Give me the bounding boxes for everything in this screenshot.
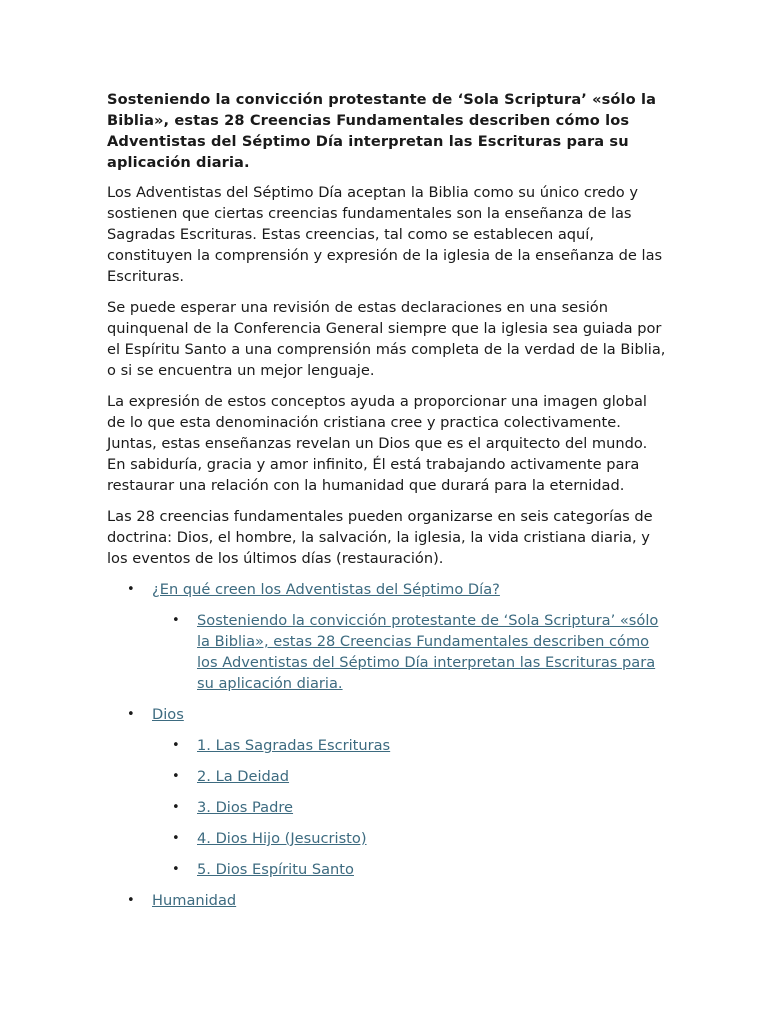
toc-subitem-dios-hijo	[107, 828, 668, 849]
toc-subitem-espiritu-santo	[107, 859, 668, 880]
toc-item-humanidad	[107, 890, 668, 911]
toc-link-dios-padre[interactable]: 3. Dios Padre	[197, 799, 294, 816]
toc-subitem-sola-scriptura	[107, 610, 668, 694]
toc-subitem-sagradas-escrituras	[107, 735, 668, 756]
paragraph-credo: Los Adventistas del Séptimo Día aceptan la Biblia como su único credo y sostienen que ciertas creencias fundamentales son la enseñanza de las Sagradas Escrituras. Estas creencias, tal como se establecen aquí, constituyen la comprensión y expresión de la iglesia de la enseñanza de las Escrituras.	[107, 184, 663, 285]
document-heading: Sosteniendo la convicción protestante de ‘Sola Scriptura’ «sólo la Biblia», estas 28 Creencias Fundamentales describen cómo los Adventistas del Séptimo Día interpretan las Escrituras para su aplicación diaria.	[107, 91, 657, 171]
toc-link-humanidad[interactable]: Humanidad	[152, 892, 237, 909]
bullet-icon: •	[127, 893, 135, 908]
toc-link-espiritu-santo[interactable]: 5. Dios Espíritu Santo	[197, 861, 354, 878]
toc-link-dios[interactable]: Dios	[152, 706, 184, 723]
toc-link-en-que-creen[interactable]: ¿En qué creen los Adventistas del Séptimo Día?	[152, 581, 500, 598]
bullet-icon: •	[172, 738, 180, 753]
paragraph-categorias: Las 28 creencias fundamentales pueden organizarse en seis categorías de doctrina: Dios, el hombre, la salvación, la iglesia, la vida cristiana diaria, y los eventos de los últimos días (restauración).	[107, 508, 653, 567]
table-of-contents	[107, 579, 668, 911]
toc-link-sagradas-escrituras[interactable]: 1. Las Sagradas Escrituras	[197, 737, 391, 754]
toc-subitem-deidad	[107, 766, 668, 787]
paragraph-revision: Se puede esperar una revisión de estas declaraciones en una sesión quinquenal de la Conferencia General siempre que la iglesia sea guiada por el Espíritu Santo a una comprensión más completa de la verdad de la Biblia, o si se encuentra un mejor lenguaje.	[107, 299, 666, 379]
bullet-icon: •	[172, 613, 180, 628]
bullet-icon: •	[172, 769, 180, 784]
toc-item-en-que-creen	[107, 579, 668, 694]
bullet-icon: •	[127, 707, 135, 722]
toc-sublist	[107, 735, 668, 880]
toc-link-sola-scriptura[interactable]: Sosteniendo la convicción protestante de ‘Sola Scriptura’ «sólo la Biblia», estas 28 Creencias Fundamentales describen cómo los Adventistas del Séptimo Día interpretan las Escrituras para su aplicación diaria.	[197, 612, 659, 692]
bullet-icon: •	[172, 862, 180, 877]
bullet-icon: •	[172, 800, 180, 815]
toc-sublist	[107, 610, 668, 694]
toc-link-deidad[interactable]: 2. La Deidad	[197, 768, 290, 785]
bullet-icon: •	[172, 831, 180, 846]
toc-link-dios-hijo[interactable]: 4. Dios Hijo (Jesucristo)	[197, 830, 367, 847]
paragraph-expresion: La expresión de estos conceptos ayuda a proporcionar una imagen global de lo que esta denominación cristiana cree y practica colectivamente. Juntas, estas enseñanzas revelan un Dios que es el arquitecto del mundo. En sabiduría, gracia y amor infinito, Él está trabajando activamente para restaurar una relación con la humanidad que durará para la eternidad.	[107, 393, 648, 494]
bullet-icon: •	[127, 582, 135, 597]
toc-subitem-dios-padre	[107, 797, 668, 818]
toc-item-dios	[107, 704, 668, 880]
